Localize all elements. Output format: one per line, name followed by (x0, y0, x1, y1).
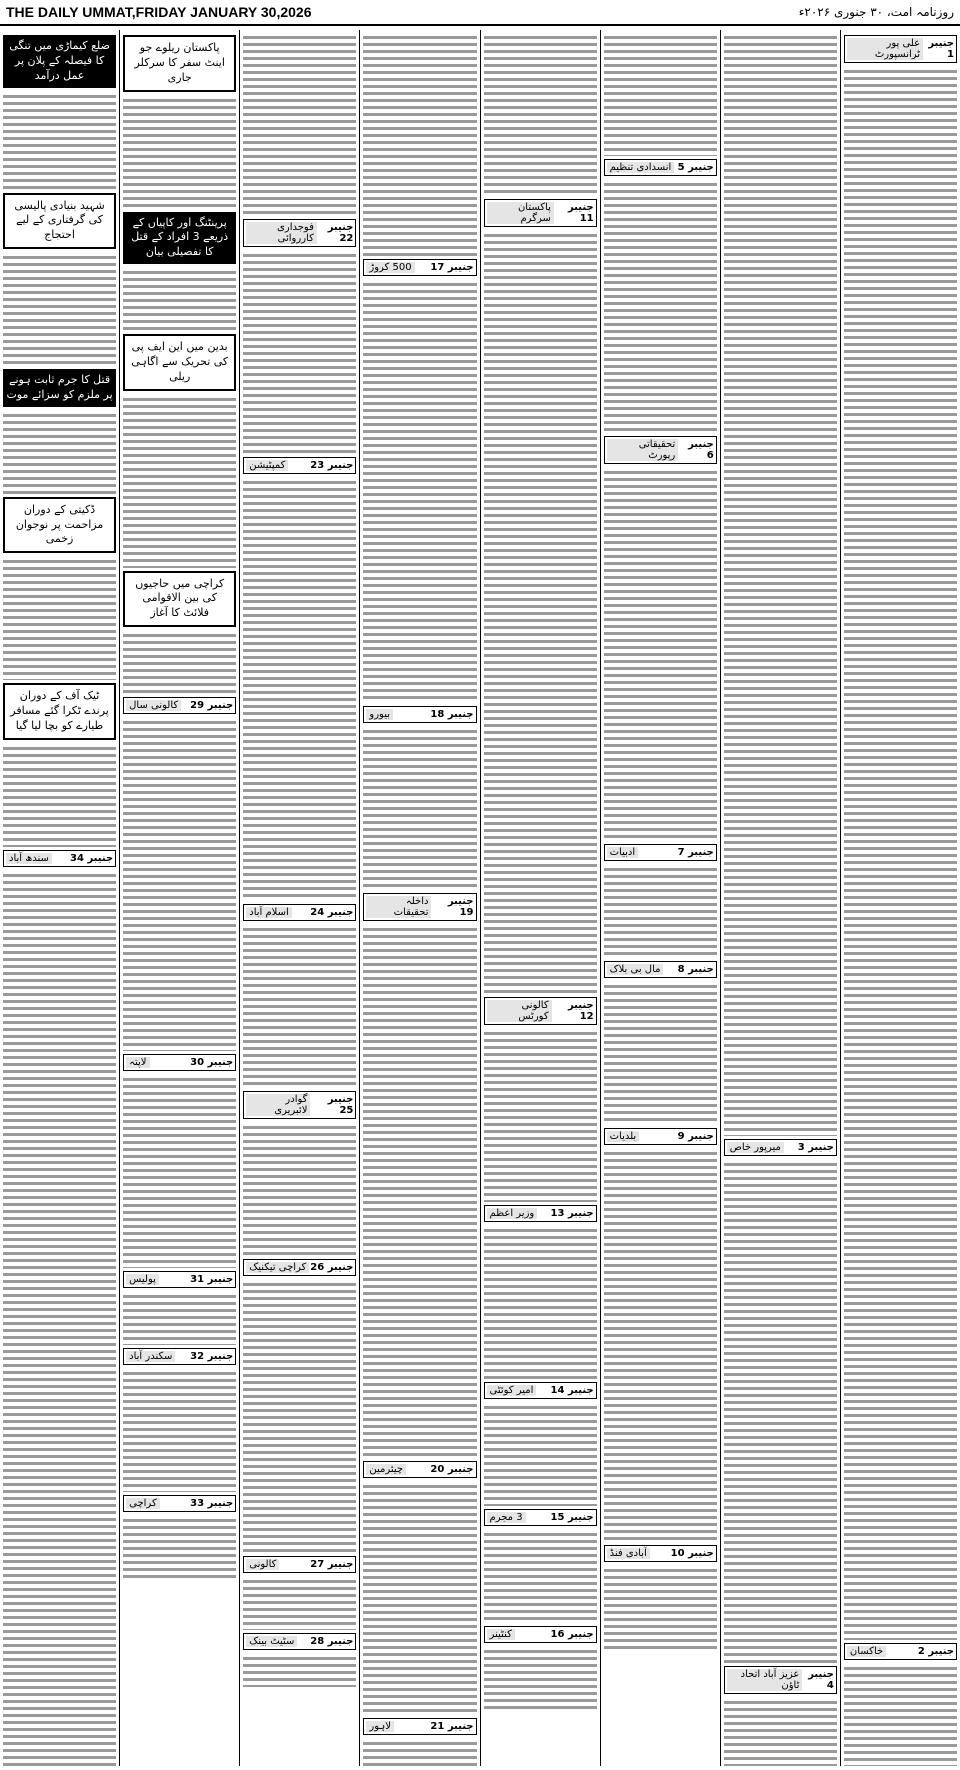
body-text (604, 32, 717, 156)
story-title: سندھ آباد (6, 853, 52, 864)
body-text (363, 32, 476, 256)
headline-banner: شہید بنیادی پالیسی کی گرفتاری کے لیے احتجاج (3, 193, 116, 250)
story-number: جنیبر 34 (70, 852, 114, 864)
column-grid (0, 30, 960, 1766)
body-text (844, 1663, 957, 1766)
body-text (243, 1122, 356, 1256)
story-number: جنیبر 2 (917, 1646, 954, 1657)
story-number: جنیبر 13 (550, 1208, 594, 1219)
story-box-8 (604, 961, 717, 978)
story-number: جنیبر 23 (310, 460, 354, 471)
story-number: جنیبر 1 (928, 38, 954, 60)
body-text (3, 743, 116, 847)
body-text (484, 1646, 597, 1710)
headline-banner: قتل کا جرم ثابت ہونے پر ملزم کو سزائے موت (3, 369, 116, 407)
story-box-32 (123, 1348, 236, 1365)
story-box-33 (123, 1495, 236, 1512)
story-title: لاہور (366, 1721, 394, 1732)
body-text (484, 1402, 597, 1506)
story-box-9 (604, 1128, 717, 1145)
story-box-34 (3, 850, 116, 867)
body-text (724, 1697, 837, 1766)
story-title: علی پور ٹرانسپورٹ (847, 38, 923, 60)
body-text (484, 1028, 597, 1202)
body-text (123, 1515, 236, 1579)
column-8 (0, 30, 119, 1766)
story-title: خاکسان (847, 1646, 886, 1657)
story-title: لاپتہ (126, 1057, 149, 1068)
body-text (484, 1225, 597, 1379)
story-number: جنیبر 4 (808, 1669, 834, 1691)
story-box-1 (844, 35, 957, 63)
body-text (604, 1565, 717, 1649)
body-text (484, 230, 597, 994)
body-text (604, 864, 717, 958)
masthead-english-date: THE DAILY UMMAT,FRIDAY JANUARY 30,2026 (6, 4, 312, 20)
body-text (484, 1529, 597, 1623)
story-number: جنیبر 15 (550, 1512, 594, 1523)
body-text (363, 1481, 476, 1715)
body-text (123, 394, 236, 568)
story-title: میرپور خاص (727, 1142, 784, 1153)
masthead-urdu-date: روزنامہ امت، ۳۰ جنوری ۲۰۲۶ء (798, 5, 954, 19)
story-box-10 (604, 1545, 717, 1562)
story-title: انسدادی تنظیم (607, 162, 675, 173)
story-title: بلدیات (607, 1131, 640, 1142)
headline-banner: کراچی میں حاجیوں کی بین الاقوامی فلائٹ کا آغاز (123, 571, 236, 628)
body-text (484, 32, 597, 196)
story-title: اسلام آباد (246, 907, 292, 918)
body-text (123, 267, 236, 331)
story-number: جنیبر 21 (430, 1721, 474, 1732)
body-text (3, 556, 116, 680)
story-title: کمپٹیشن (246, 460, 288, 471)
body-text (123, 1368, 236, 1492)
story-box-23 (243, 457, 356, 474)
body-text (123, 1074, 236, 1268)
body-text (363, 1738, 476, 1766)
story-box-2 (844, 1643, 957, 1660)
story-title: فوجداری کارروائی (246, 222, 317, 244)
body-text (604, 981, 717, 1125)
column-3 (600, 30, 720, 1766)
story-number: جنیبر 29 (190, 700, 234, 712)
story-number: جنیبر 24 (310, 907, 354, 918)
story-box-30 (123, 1054, 236, 1071)
headline-banner: ٹیک آف کے دوران پرندے ٹکرا گئے مسافر طیارے کو بچا لیا گیا (3, 683, 116, 740)
story-title: پاکستان سرگرم (487, 202, 554, 224)
story-number: جنیبر 10 (670, 1548, 714, 1559)
headline-banner: پاکستان ریلوے جو اینٹ سفر کا سرکلر جاری (123, 35, 236, 92)
story-box-5 (604, 159, 717, 176)
body-text (243, 477, 356, 901)
story-number: جنیبر 27 (310, 1559, 354, 1570)
body-text (844, 66, 957, 1640)
body-text (3, 91, 116, 190)
story-box-28 (243, 1633, 356, 1650)
story-box-7 (604, 844, 717, 861)
story-title: مال بی بلاک (607, 964, 664, 975)
story-box-27 (243, 1556, 356, 1573)
story-title: آبادی فنڈ (607, 1548, 650, 1559)
story-box-16 (484, 1626, 597, 1643)
body-text (243, 924, 356, 1088)
story-number: جنیبر 32 (190, 1351, 234, 1363)
story-box-14 (484, 1382, 597, 1399)
body-text (123, 630, 236, 694)
body-text (123, 1291, 236, 1345)
story-number: جنیبر 7 (677, 847, 714, 858)
story-number: جنیبر 8 (677, 964, 714, 975)
story-title: داخلہ تحقیقات (366, 896, 431, 918)
masthead (0, 0, 960, 26)
body-text (604, 179, 717, 433)
story-title: عزیز آباد اتحاد ٹاؤن (727, 1669, 803, 1691)
story-box-25 (243, 1091, 356, 1119)
headline-banner: پرینٹنگ اور کاپیاں کے ذریعے 3 افراد کے قتل کا تفصیلی بیان (123, 212, 236, 265)
story-title: کنٹینر (487, 1629, 515, 1640)
story-number: جنیبر 26 (310, 1262, 354, 1273)
story-box-11 (484, 199, 597, 227)
story-box-18 (363, 706, 476, 723)
story-box-20 (363, 1461, 476, 1478)
story-number: جنیبر 20 (430, 1464, 474, 1475)
story-number: جنیبر 25 (327, 1094, 354, 1116)
body-text (243, 1279, 356, 1553)
body-text (363, 279, 476, 703)
story-title: سٹیٹ بینک (246, 1636, 297, 1647)
story-box-22 (243, 219, 356, 247)
body-text (243, 250, 356, 454)
story-box-17 (363, 259, 476, 276)
story-number: جنیبر 14 (550, 1385, 594, 1396)
body-text (363, 924, 476, 1458)
story-number: جنیبر 11 (567, 202, 594, 224)
story-box-15 (484, 1509, 597, 1526)
column-7 (119, 30, 239, 1766)
story-number: جنیبر 17 (430, 262, 474, 273)
story-number: جنیبر 5 (677, 162, 714, 173)
story-box-19 (363, 893, 476, 921)
story-number: جنیبر 9 (677, 1131, 714, 1142)
story-number: جنیبر 22 (327, 222, 354, 244)
story-title: کراچی تیکنیک (246, 1262, 309, 1273)
story-box-12 (484, 997, 597, 1025)
story-number: جنیبر 3 (797, 1142, 834, 1153)
story-title: کالونی کورٹس (487, 1000, 552, 1022)
story-box-29 (123, 697, 236, 714)
story-box-31 (123, 1271, 236, 1288)
body-text (123, 95, 236, 209)
story-box-4 (724, 1666, 837, 1694)
column-1 (840, 30, 960, 1766)
story-title: تحقیقاتی رپورٹ (607, 439, 679, 461)
story-title: 3 مجرم (487, 1512, 526, 1523)
story-number: جنیبر 16 (550, 1629, 594, 1640)
story-number: جنیبر 31 (190, 1274, 234, 1286)
story-title: پولیس (126, 1274, 159, 1285)
column-4 (480, 30, 600, 1766)
body-text (363, 726, 476, 890)
story-number: جنیبر 18 (430, 709, 474, 720)
story-title: وزیر اعظم (487, 1208, 538, 1219)
body-text (243, 1653, 356, 1687)
story-box-3 (724, 1139, 837, 1156)
story-box-26 (243, 1259, 356, 1276)
story-title: 500 کروڑ (366, 262, 414, 273)
story-title: امیر کوئٹی (487, 1385, 537, 1396)
column-2 (720, 30, 840, 1766)
headline-banner: ڈکیتی کے دوران مزاحمت پر نوجوان زخمی (3, 497, 116, 554)
column-5 (359, 30, 479, 1766)
story-number: جنیبر 12 (567, 1000, 594, 1022)
story-number: جنیبر 19 (447, 896, 474, 918)
body-text (604, 467, 717, 841)
column-6 (239, 30, 359, 1766)
story-number: جنیبر 30 (190, 1057, 234, 1069)
headline-banner: ضلع کیماڑی میں تنگی کا فیصلہ کے پلان پر عمل درآمد (3, 35, 116, 88)
story-title: سکندر آباد (126, 1351, 175, 1362)
story-box-21 (363, 1718, 476, 1735)
story-title: چیئرمین (366, 1464, 406, 1475)
body-text (724, 32, 837, 1136)
story-title: کالونی سال (126, 700, 181, 711)
headline-banner: بدین میں این ایف پی کی تحریک سے اگاہی ریلی (123, 334, 236, 391)
story-title: ادبیات (607, 847, 639, 858)
story-box-6 (604, 436, 717, 464)
body-text (3, 410, 116, 494)
story-number: جنیبر 28 (310, 1636, 354, 1647)
story-title: کراچی (126, 1498, 160, 1509)
story-number: جنیبر 6 (688, 439, 714, 461)
story-box-13 (484, 1205, 597, 1222)
body-text (724, 1159, 837, 1663)
body-text (243, 1576, 356, 1630)
body-text (123, 717, 236, 1051)
body-text (3, 870, 116, 1766)
body-text (243, 32, 356, 216)
story-number: جنیبر 33 (190, 1498, 234, 1510)
body-text (604, 1148, 717, 1542)
story-title: گوادر لائبریری (246, 1094, 310, 1116)
story-title: بیورو (366, 709, 393, 720)
body-text (3, 252, 116, 366)
story-box-24 (243, 904, 356, 921)
story-title: کالونی (246, 1559, 279, 1570)
